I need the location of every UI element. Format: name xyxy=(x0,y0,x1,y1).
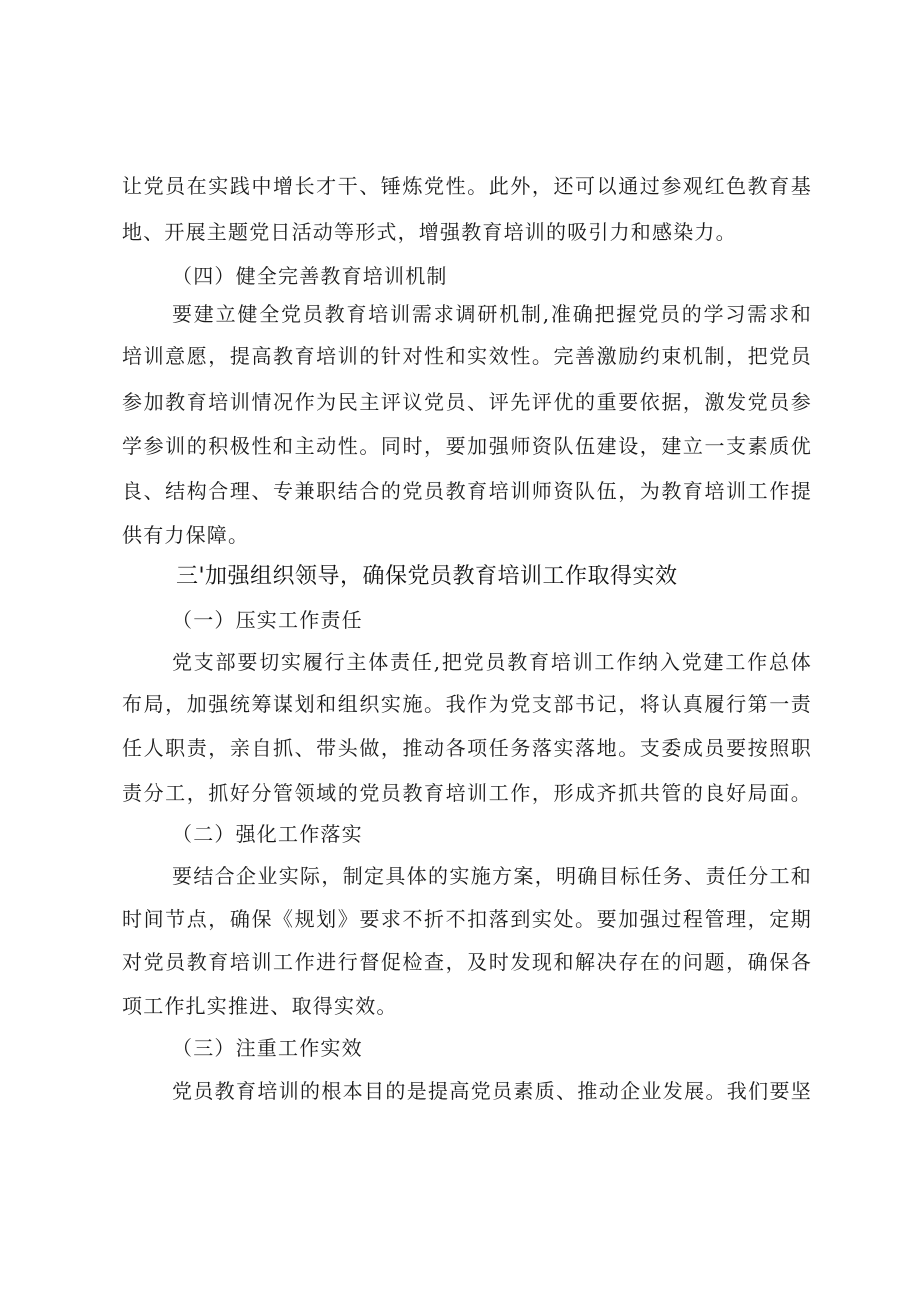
section-heading: 三'加强组织领导，确保党员教育培训工作取得实效 xyxy=(176,564,678,589)
paragraph-line: 地、开展主题党日活动等形式，增强教育培训的吸引力和感染力。 xyxy=(122,220,737,244)
paragraph-line: 时间节点，确保《规划》要求不折不扣落到实处。要加强过程管理，定期 xyxy=(122,907,812,931)
paragraph-line: 让党员在实践中增长才干、锤炼党性。此外，还可以通过参观红色教育基 xyxy=(122,174,812,198)
paragraph-line: 项工作扎实推进、取得实效。 xyxy=(122,994,398,1018)
subsection-heading: （一）压实工作责任 xyxy=(172,608,363,632)
paragraph-line: 学参训的积极性和主动性。同时，要加强师资队伍建设，建立一支素质优 xyxy=(122,434,812,458)
paragraph-line: 责分工，抓好分管领域的党员教育培训工作，形成齐抓共管的良好局面。 xyxy=(122,781,812,805)
paragraph-line: 任人职责，亲自抓、带头做，推动各项任务落实落地。支委成员要按照职 xyxy=(122,736,812,760)
paragraph-line: 要建立健全党员教育培训需求调研机制,准确把握党员的学习需求和 xyxy=(172,302,812,326)
paragraph-line: 要结合企业实际，制定具体的实施方案，明确目标任务、责任分工和 xyxy=(172,864,812,888)
paragraph-line: 党员教育培训的根本目的是提高党员素质、推动企业发展。我们要坚 xyxy=(172,1079,812,1103)
paragraph-line: 培训意愿，提高教育培训的针对性和实效性。完善激励约束机制，把党员 xyxy=(122,344,812,368)
paragraph-line: 对党员教育培训工作进行督促检查，及时发现和解决存在的问题，确保各 xyxy=(122,950,812,974)
subsection-heading: （三）注重工作实效 xyxy=(172,1036,363,1060)
paragraph-line: 党支部要切实履行主体责任,把党员教育培训工作纳入党建工作总体 xyxy=(172,650,812,674)
paragraph-line: 参加教育培训情况作为民主评议党员、评先评优的重要依据，激发党员参 xyxy=(122,390,812,414)
paragraph-line: 良、结构合理、专兼职结合的党员教育培训师资队伍，为教育培训工作提 xyxy=(122,479,812,503)
subsection-heading: （四）健全完善教育培训机制 xyxy=(172,264,448,288)
paragraph-line: 布局，加强统筹谋划和组织实施。我作为党支部书记，将认真履行第一责 xyxy=(122,692,812,716)
paragraph-line: 供有力保障。 xyxy=(122,523,250,547)
subsection-heading: （二）强化工作落实 xyxy=(172,822,363,846)
